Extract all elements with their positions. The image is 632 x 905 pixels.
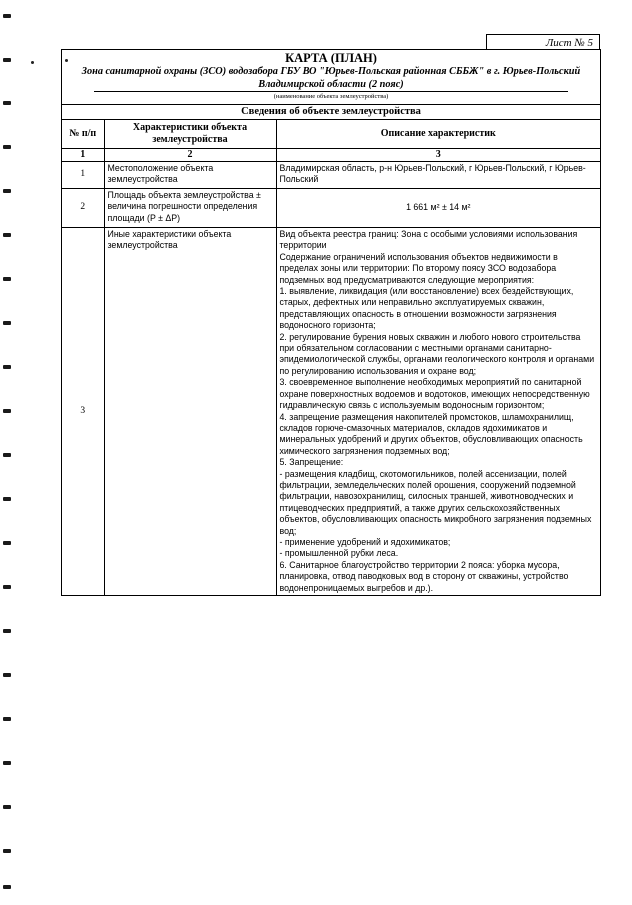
description-paragraph: 6. Санитарное благоустройство территории 2 пояса: уборка мусора, планировка, отвод паводковых вод в сторону от скважины, устройство водонепроницаемых выгребов и др.).: [279, 559, 569, 593]
row-number: 3: [62, 228, 104, 596]
binder-mark: [3, 14, 11, 18]
binder-mark: [3, 885, 11, 889]
binder-mark: [3, 497, 11, 501]
document-title: КАРТА (ПЛАН): [285, 51, 377, 65]
section-title: Сведения об объекте землеустройства: [62, 104, 600, 119]
column-number: 1: [62, 149, 104, 162]
binder-mark: [3, 277, 11, 281]
column-number-row: [62, 149, 600, 162]
row-description: [276, 228, 600, 596]
description-paragraph: 5. Запрещение:: [279, 457, 344, 468]
binder-mark: [3, 585, 11, 589]
binder-mark: [3, 101, 11, 105]
document-header: [62, 50, 600, 104]
table-header-row: [62, 120, 600, 149]
binder-mark: [3, 145, 11, 149]
object-name-caption: (наименование объекта землеустройства): [273, 93, 389, 100]
description-paragraph: 3. своевременное выполнение необходимых мероприятий по санитарной охране поверхностных водоемов и водотоков, имеющих непосредственную гидравлическую связь с используемым водоносным горизонтом;: [279, 377, 590, 411]
table-row: [62, 162, 600, 189]
row-characteristic: Иные характеристики объекта землеустройства: [104, 228, 276, 596]
characteristics-table: [62, 119, 600, 595]
row-characteristic: Местоположение объекта землеустройства: [104, 162, 276, 189]
zone-name-line1: Зона санитарной охраны (ЗСО) водозабора ГБУ ВО "Юрьев-Польская районная СББЖ" в г. Юрьев-Польский: [81, 66, 581, 77]
row-description: 1 661 м² ± 14 м²: [276, 189, 600, 228]
speck-mark: [31, 61, 34, 64]
row-number: 2: [62, 189, 104, 228]
binder-mark: [3, 321, 11, 325]
row-number: 1: [62, 162, 104, 189]
binder-mark: [3, 849, 11, 853]
column-number: 2: [104, 149, 276, 162]
zone-name-line2: Владимирской области (2 пояс): [258, 79, 404, 90]
description-paragraph: 4. запрещение размещения накопителей промстоков, шламохранилищ, складов горюче-смазочных материалов, складов ядохимикатов и минеральных удобрений и других объектов, обусловливающих опасность химического загрязнения подземных вод;: [279, 411, 583, 456]
binder-mark: [3, 453, 11, 457]
column-header-num: № п/п: [62, 120, 104, 149]
binder-mark: [3, 189, 11, 193]
column-header-characteristic: Характеристики объекта землеустройства: [104, 120, 276, 149]
binder-mark: [3, 805, 11, 809]
binder-mark: [3, 673, 11, 677]
description-paragraph: Содержание ограничений использования объектов недвижимости в пределах зоны или территории: По второму поясу ЗСО водозабора подземных вод предусматриваются следующие мероприятия:: [279, 251, 558, 285]
binder-mark: [3, 409, 11, 413]
binder-mark: [3, 233, 11, 237]
binder-mark: [3, 629, 11, 633]
description-paragraph: - промышленной рубки леса.: [279, 548, 399, 559]
table-row: [62, 189, 600, 228]
binder-mark: [3, 541, 11, 545]
zone-name-underline: [94, 78, 568, 92]
row-description: Владимирская область, р-н Юрьев-Польский, г Юрьев-Польский, г Юрьев-Польский: [276, 162, 600, 189]
binder-mark: [3, 761, 11, 765]
description-paragraph: - размещения кладбищ, скотомогильников, полей ассенизации, полей фильтрации, земледельческих полей орошения, сооружений подземной фильтрации, навозохранилищ, силосных траншей, животноводческих и птицеводческих предприятий, а также других сельскохозяйственных объектов, обусловливающих опасность микробного загрязнения подземных вод;: [279, 468, 592, 536]
column-number: 3: [276, 149, 600, 162]
table-row: [62, 228, 600, 596]
description-paragraph: Вид объекта реестра границ: Зона с особыми условиями использования территории: [279, 229, 578, 251]
description-paragraph: 2. регулирование бурения новых скважин и любого нового строительства при обязательном согласовании с местными органами санитарно- эпидемиологической службы, органами геологического контроля и органами по регулированию использования и охране вод;: [279, 331, 595, 376]
row-characteristic: Площадь объекта землеустройства ± величина погрешности определения площади (P ± ΔP): [104, 189, 276, 228]
binder-mark: [3, 365, 11, 369]
document-frame: [61, 49, 601, 596]
sheet-number: Лист № 5: [486, 34, 600, 50]
binder-mark: [3, 58, 11, 62]
description-paragraph: 1. выявление, ликвидация (или восстановление) всех бездействующих, старых, дефектных или неправильно эксплуатируемых скважин, представляющих опасность в отношении возможности загрязнения водоносного горизонта;: [279, 286, 574, 331]
binder-mark: [3, 717, 11, 721]
description-paragraph: - применение удобрений и ядохимикатов;: [279, 536, 451, 547]
column-header-description: Описание характеристик: [276, 120, 600, 149]
